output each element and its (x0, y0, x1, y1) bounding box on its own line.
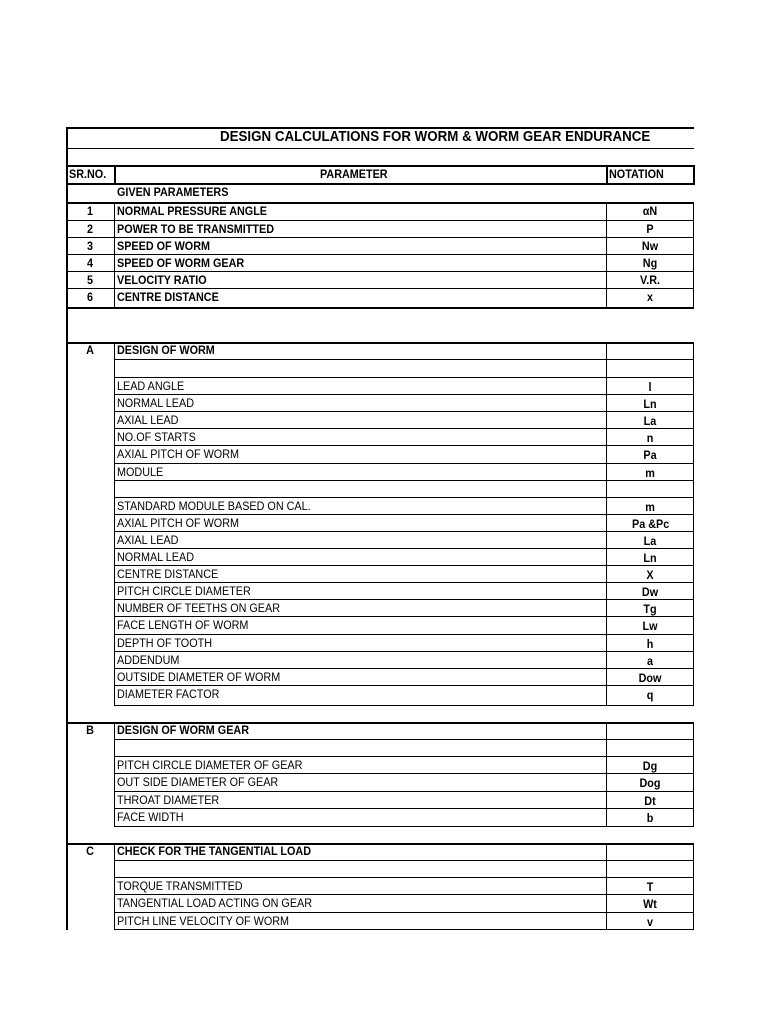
section_a-notation: Dow (638, 670, 662, 685)
column-header-sr-no: SR.NO. (69, 167, 107, 181)
given-notation: αN (642, 204, 658, 218)
section_b-notation: b (646, 810, 654, 825)
given-sr-no: 6 (86, 290, 94, 304)
section_a-parameter-label: NORMAL LEAD (117, 550, 195, 564)
given-sr-no: 2 (86, 222, 94, 236)
section_c-notation: v (646, 914, 654, 929)
section_a-notation: a (646, 653, 654, 668)
given-parameter-label: CENTRE DISTANCE (117, 290, 219, 304)
given-bottom-border (67, 307, 694, 309)
row-line (114, 377, 694, 378)
given-parameter-label: SPEED OF WORM (117, 239, 211, 253)
section_a-letter: A (86, 343, 94, 357)
section_b-heading: DESIGN OF WORM GEAR (117, 723, 250, 737)
row-line (114, 394, 694, 395)
section_b-parameter-label: PITCH CIRCLE DIAMETER OF GEAR (117, 758, 303, 772)
row-line (114, 531, 694, 532)
section_a-notation: Dw (641, 585, 659, 600)
column-divider (606, 342, 607, 706)
section_a-parameter-label: STANDARD MODULE BASED ON CAL. (117, 498, 311, 513)
given-notation: V.R. (639, 273, 661, 287)
section_a-notation: Tg (643, 602, 657, 617)
section_a-parameter-label: LEAD ANGLE (117, 379, 185, 393)
section_a-notation: m (645, 499, 655, 514)
section_a-parameter-label: DEPTH OF TOOTH (117, 635, 213, 650)
section_a-parameter-label: AXIAL PITCH OF WORM (117, 515, 240, 530)
section_b-notation: Dt (644, 793, 656, 808)
given-parameter-label: SPEED OF WORM GEAR (117, 256, 245, 270)
section_a-notation: X (646, 568, 654, 583)
section_a-parameter-label: AXIAL LEAD (117, 532, 179, 547)
section_b-parameter-label: OUT SIDE DIAMETER OF GEAR (117, 775, 279, 790)
section_a-notation: Pa &Pc (632, 516, 670, 531)
row-line (114, 705, 694, 706)
title-top-border (67, 127, 694, 129)
section_a-notation: La (643, 414, 657, 429)
section_a-parameter-label: DIAMETER FACTOR (117, 686, 220, 701)
right-border (693, 202, 694, 309)
section_a-notation: La (643, 533, 657, 548)
row-line (114, 808, 694, 809)
section_a-notation: n (646, 431, 654, 446)
sheet-left-border (66, 127, 68, 930)
section_b-parameter-label: THROAT DIAMETER (117, 792, 220, 807)
section_c-notation: Wt (643, 897, 657, 912)
given-notation: Nw (641, 239, 659, 253)
section_a-parameter-label: AXIAL LEAD (117, 413, 179, 428)
right-border (693, 843, 694, 930)
column-header-parameter: PARAMETER (320, 167, 388, 181)
row-line (114, 860, 694, 861)
row-line (114, 411, 694, 412)
column-divider (114, 342, 115, 706)
column-divider (606, 843, 607, 930)
given-parameter-label: POWER TO BE TRANSMITTED (117, 222, 275, 236)
given-sr-no: 3 (86, 239, 94, 253)
section_a-parameter-label: OUTSIDE DIAMETER OF WORM (117, 669, 281, 684)
column-divider (114, 843, 115, 930)
given-parameters-heading: GIVEN PARAMETERS (117, 185, 229, 199)
column-divider (114, 722, 115, 827)
section_c-notation: T (646, 880, 654, 894)
column-divider (114, 202, 115, 309)
section_c-letter: C (86, 844, 94, 858)
column-divider (606, 722, 607, 827)
given-notation: Ng (642, 256, 658, 270)
section_c-parameter-label: TANGENTIAL LOAD ACTING ON GEAR (117, 896, 313, 911)
section_a-notation: Ln (643, 551, 657, 565)
section_a-parameter-label: ADDENDUM (117, 652, 180, 667)
section_b-letter: B (86, 723, 94, 737)
row-line (114, 929, 694, 930)
section_c-parameter-label: TORQUE TRANSMITTED (117, 879, 243, 893)
row-line (114, 463, 694, 464)
section_a-parameter-label: FACE LENGTH OF WORM (117, 618, 249, 633)
row-line (114, 548, 694, 549)
section_a-notation: h (646, 636, 654, 651)
section_a-parameter-label: CENTRE DISTANCE (117, 567, 219, 582)
row-line (114, 428, 694, 429)
given-notation: P (646, 222, 654, 236)
section_a-notation: q (646, 687, 654, 702)
right-border (693, 722, 694, 827)
row-line (114, 826, 694, 827)
given-parameter-label: VELOCITY RATIO (117, 273, 207, 287)
row-line (114, 359, 694, 360)
section_b-notation: Dog (639, 776, 661, 791)
section_a-notation: Pa (643, 448, 657, 463)
given-sr-no: 5 (86, 273, 94, 287)
given-sr-no: 1 (86, 204, 94, 218)
section_a-parameter-label: NO.OF STARTS (117, 430, 196, 445)
given-notation: x (646, 290, 654, 304)
row-line (114, 739, 694, 740)
header-divider (606, 165, 608, 185)
title-bottom-border (67, 148, 694, 149)
section_a-notation: Ln (643, 397, 657, 412)
row-line (114, 480, 694, 481)
column-header-notation: NOTATION (609, 167, 664, 181)
section_a-heading: DESIGN OF WORM (117, 343, 215, 357)
section_a-notation: l (648, 380, 652, 394)
section_a-parameter-label: AXIAL PITCH OF WORM (117, 447, 240, 462)
section_a-parameter-label: NUMBER OF TEETHS ON GEAR (117, 601, 281, 616)
section_c-heading: CHECK FOR THE TANGENTIAL LOAD (117, 844, 312, 858)
row-line (114, 651, 694, 652)
section_a-notation: Lw (642, 619, 658, 634)
header-right-border (693, 165, 695, 185)
section_a-notation: m (645, 465, 655, 480)
sheet-title: DESIGN CALCULATIONS FOR WORM & WORM GEAR ENDURANCE (220, 129, 651, 145)
section_a-parameter-label: NORMAL LEAD (117, 396, 195, 411)
given-parameter-label: NORMAL PRESSURE ANGLE (117, 204, 268, 218)
header-divider (114, 165, 116, 185)
section_a-parameter-label: PITCH CIRCLE DIAMETER (117, 584, 251, 599)
given-sr-no: 4 (86, 256, 94, 270)
section_b-parameter-label: FACE WIDTH (117, 809, 184, 824)
right-border (693, 342, 694, 706)
section_b-notation: Dg (642, 759, 658, 773)
column-divider (606, 202, 607, 309)
section_a-parameter-label: MODULE (117, 464, 164, 479)
section_c-parameter-label: PITCH LINE VELOCITY OF WORM (117, 913, 290, 928)
